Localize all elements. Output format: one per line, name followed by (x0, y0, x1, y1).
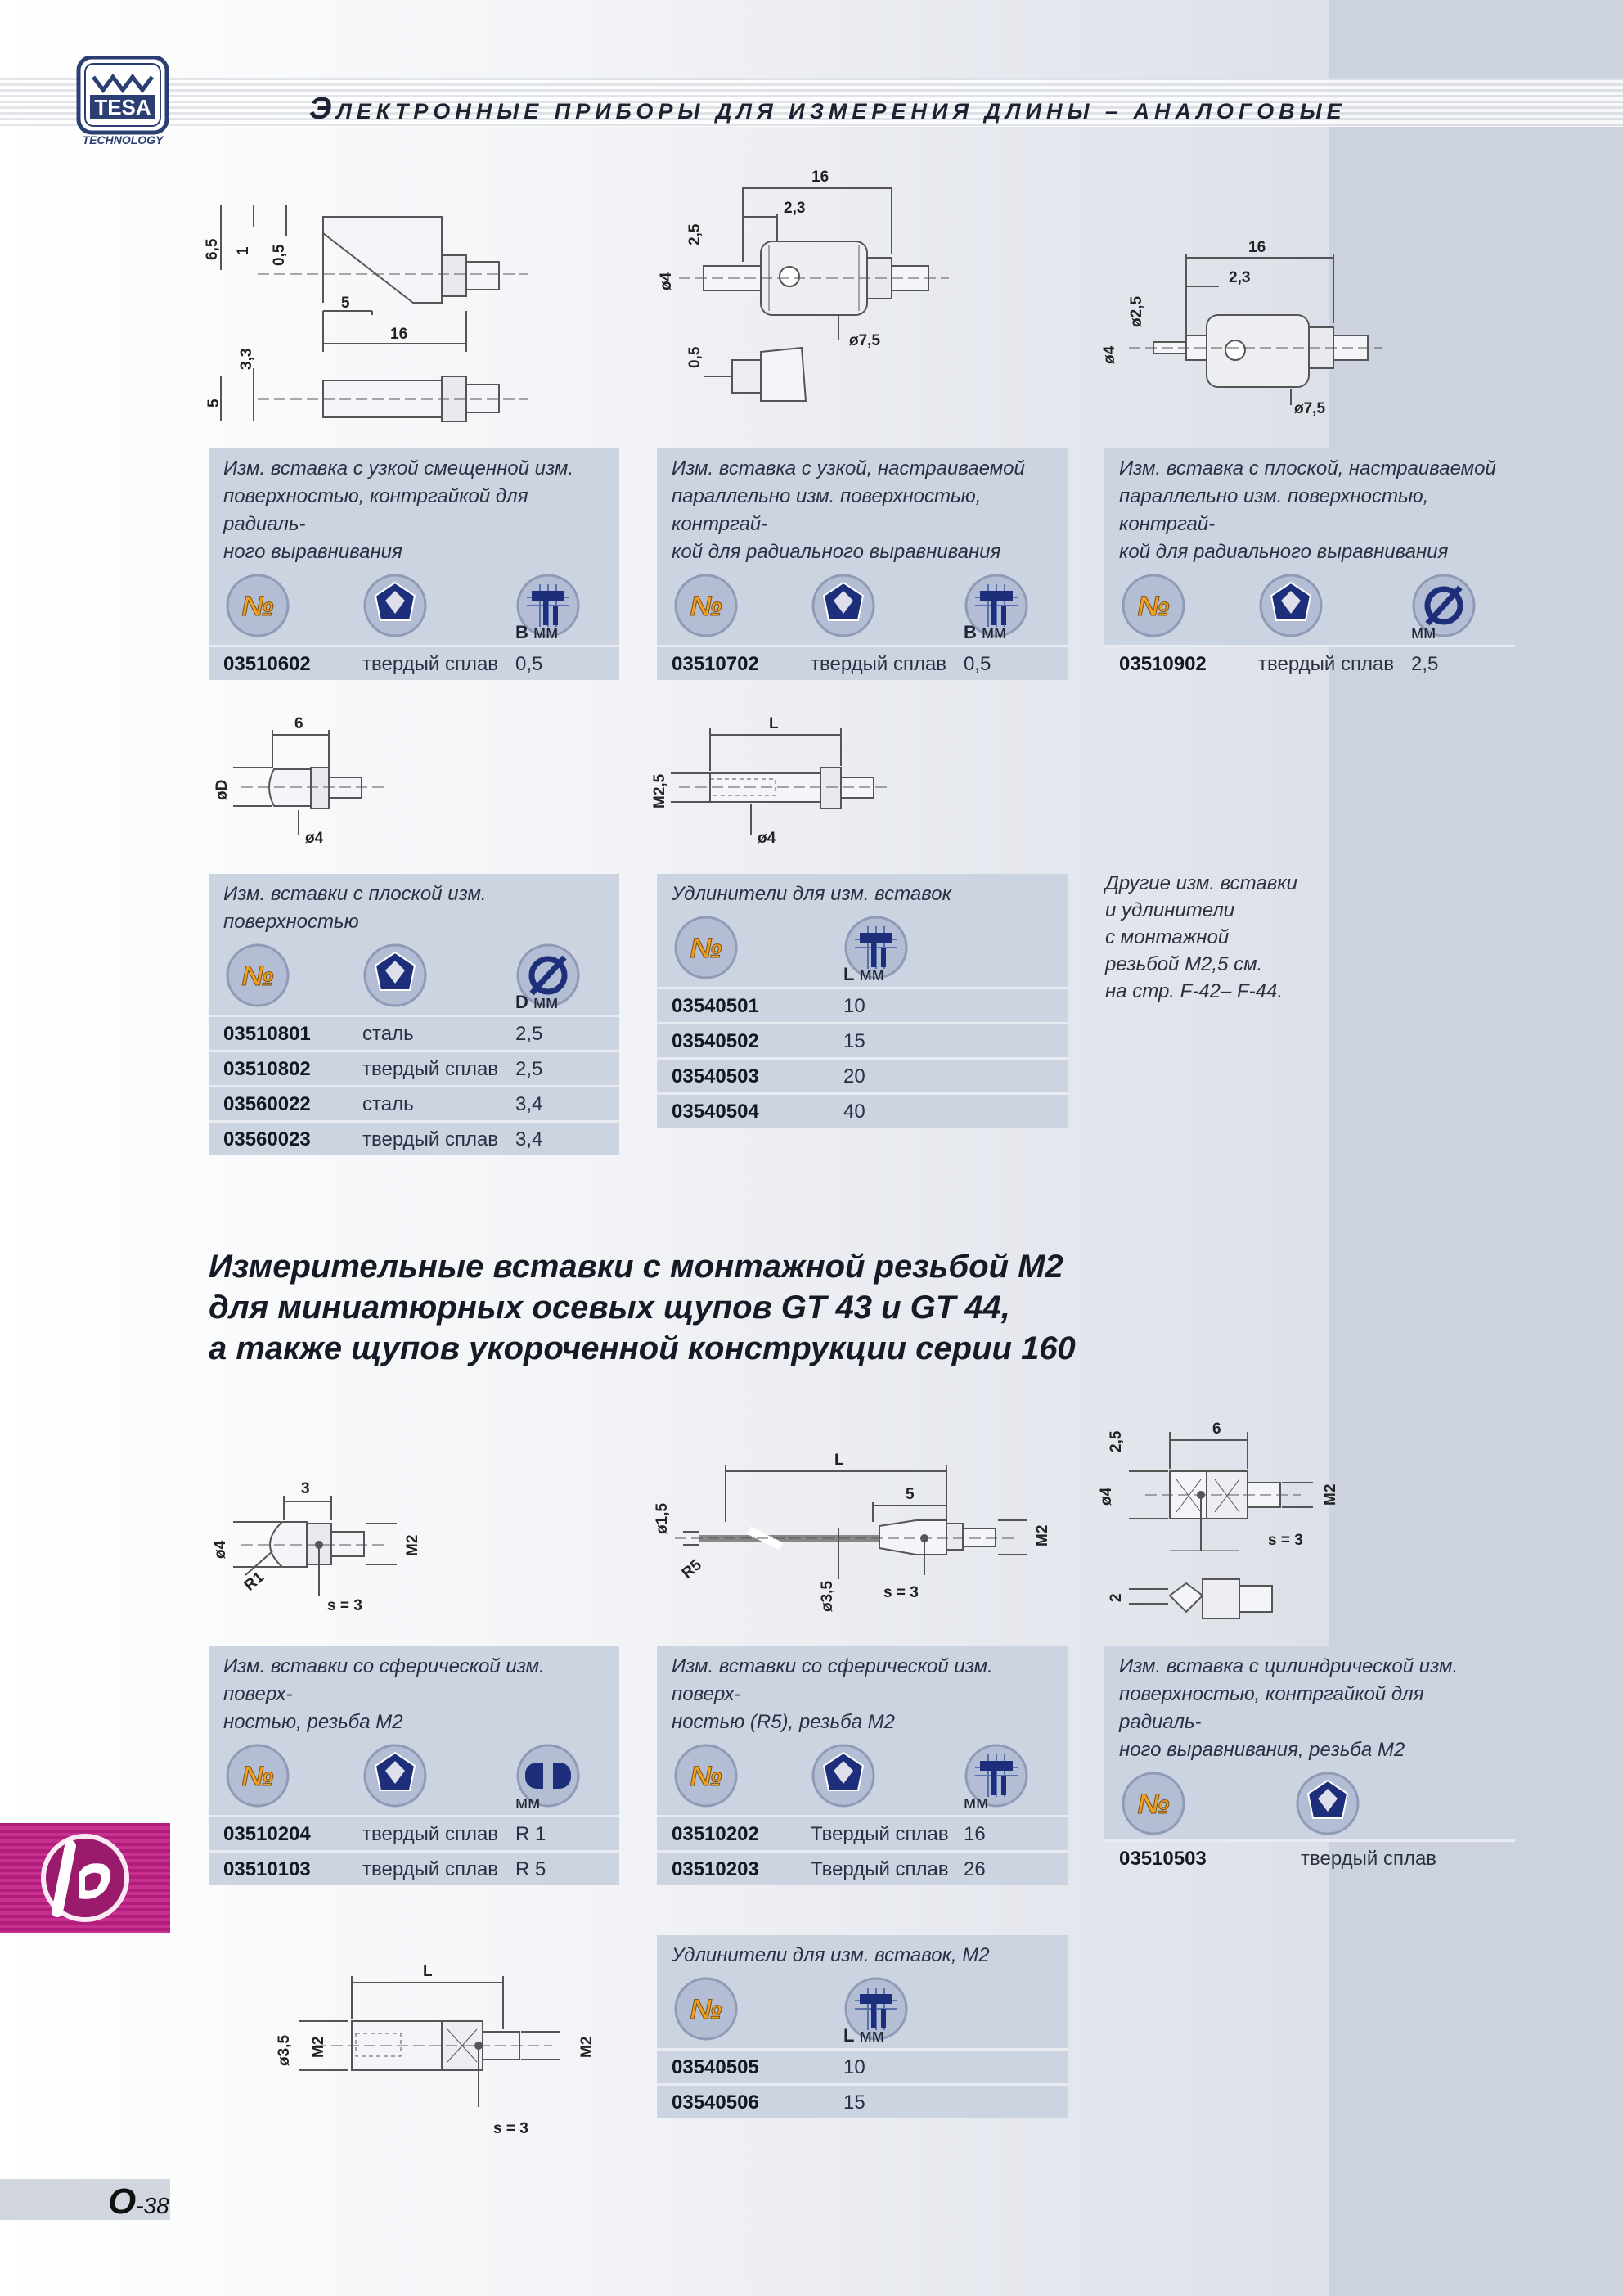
table-row (209, 1120, 619, 1155)
p3-title-line: Изм. вставка с плоской, настраиваемой (1119, 457, 1496, 479)
dim-d9-d: M2 (578, 2036, 596, 2058)
section-title (209, 1246, 1076, 1369)
article-number: 03540501 (672, 995, 759, 1017)
article-number: 03510204 (223, 1823, 311, 1845)
value: 20 (843, 1065, 865, 1087)
number-sign: № (690, 933, 722, 964)
article-number: 03510902 (1119, 653, 1207, 675)
dim-d8-b: 6 (1212, 1420, 1221, 1438)
number-badge-icon (225, 943, 290, 1008)
value: 0,5 (515, 653, 543, 675)
table-row (657, 2048, 1068, 2083)
table-row (209, 1050, 619, 1085)
p8-title-line: Изм. вставка с цилиндрической изм. (1119, 1655, 1459, 1677)
logo-brand: TESA (94, 95, 151, 119)
article-number: 03510503 (1119, 1848, 1207, 1870)
dim-d5-c: ø4 (758, 830, 776, 847)
material: твердый сплав (362, 653, 499, 675)
dim-d2-a: 16 (812, 169, 829, 186)
table-row (657, 987, 1068, 1022)
number-badge-icon (225, 1743, 290, 1808)
table-row (209, 1815, 619, 1850)
material: твердый сплав (362, 1858, 499, 1880)
panel-extensions (657, 874, 1068, 1128)
reference-note (1105, 870, 1297, 1005)
p7-title-line: ностью (R5), резьба М2 (672, 1711, 895, 1733)
dim-d1-d: 5 (341, 295, 350, 312)
article-number: 03560023 (223, 1128, 311, 1150)
value: R 5 (515, 1858, 546, 1880)
dim-d1-g: 5 (205, 398, 223, 407)
dim-d9-c: M2 (310, 2036, 327, 2058)
page-number (108, 2181, 169, 2222)
number-badge-icon (673, 573, 739, 638)
dim-d6-c: R1 (241, 1569, 268, 1595)
logo-sub: TECHNOLOGY (82, 133, 164, 146)
dim-d9-e: s = 3 (493, 2120, 528, 2137)
drawing-adjustable-flat-insert (1101, 229, 1399, 425)
dim-d2-c: 2,5 (686, 223, 704, 245)
header-title-text: ЛЕКТРОННЫЕ ПРИБОРЫ ДЛЯ ИЗМЕРЕНИЯ ДЛИНЫ – АНАЛОГОВЫЕ (336, 99, 1347, 124)
chapter-logo-icon (0, 1823, 170, 1933)
dim-d7-b: 5 (906, 1486, 915, 1503)
material: твердый сплав (362, 1128, 499, 1150)
article-number: 03510702 (672, 653, 759, 675)
value: 2,5 (515, 1058, 543, 1080)
article-number: 03510802 (223, 1058, 311, 1080)
value: 15 (843, 1030, 865, 1052)
table-row (657, 1022, 1068, 1057)
dim-d4-a: 6 (294, 715, 303, 732)
dim-d2-d: ø4 (658, 272, 675, 290)
dim-d4-b: øD (214, 779, 231, 800)
dim-d6-a: 3 (301, 1480, 310, 1497)
article-number: 03510103 (223, 1858, 311, 1880)
diamond-material-icon (1295, 1771, 1360, 1836)
dim-d3-a: 16 (1248, 239, 1266, 256)
p4-title-line: Изм. вставки с плоской изм. поверхностью (223, 883, 487, 933)
dim-d7-d: R5 (678, 1556, 705, 1582)
article-number: 03560022 (223, 1093, 311, 1115)
article-number: 03540506 (672, 2091, 759, 2114)
p3-title-line: параллельно изм. поверхностью, контргай- (1119, 485, 1429, 535)
table-row (209, 645, 619, 680)
number-badge-icon (673, 1976, 739, 2042)
dim-d3-d: ø4 (1101, 345, 1118, 364)
article-number: 03510202 (672, 1823, 759, 1845)
number-sign: № (1137, 1789, 1170, 1820)
drawing-offset-insert (204, 180, 552, 425)
drawing-flat-insert (209, 712, 397, 851)
p5-title-line: Удлинители для изм. вставок (672, 883, 951, 905)
panel-adjustable-narrow (657, 448, 1068, 680)
dim-d3-c: ø2,5 (1128, 295, 1145, 327)
p1-title-line: поверхностью, контргайкой для радиаль- (223, 485, 528, 535)
dim-d8-f: 2 (1108, 1593, 1125, 1602)
p1-head-unit: мм (528, 622, 559, 642)
number-sign: № (241, 591, 274, 622)
dim-d1-b: 1 (235, 246, 252, 255)
diamond-material-icon (362, 943, 428, 1008)
note-line: Другие изм. вставки (1105, 872, 1297, 894)
p1-title-line: ного выравнивания (223, 541, 402, 563)
p1-head-var: B (515, 622, 528, 642)
dim-d8-d: M2 (1322, 1483, 1339, 1506)
number-badge-icon (1121, 573, 1186, 638)
note-line: на стр. F-42– F-44. (1105, 980, 1284, 1002)
value: 2,5 (1411, 653, 1439, 675)
p2-title-line: Изм. вставка с узкой, настраиваемой (672, 457, 1025, 479)
number-sign: № (690, 591, 722, 622)
header-title-cap: Э (309, 92, 337, 126)
p9-title-line: Удлинители для изм. вставок, М2 (672, 1944, 990, 1966)
material: сталь (362, 1093, 414, 1115)
value: 10 (843, 2056, 865, 2078)
dim-d8-e: s = 3 (1268, 1532, 1303, 1549)
note-line: и удлинители (1105, 899, 1235, 921)
drawing-spherical-insert (209, 1473, 446, 1624)
article-number: 03510203 (672, 1858, 759, 1880)
dim-d7-g: M2 (1034, 1524, 1051, 1546)
p6-title-line: ностью, резьба М2 (223, 1711, 403, 1733)
value: R 1 (515, 1823, 546, 1845)
panel-offset-insert (209, 448, 619, 680)
dim-d3-b: 2,3 (1229, 269, 1251, 286)
section-title-line: Измерительные вставки с монтажной резьбой М2 (209, 1249, 1063, 1285)
material: твердый сплав (1301, 1848, 1437, 1870)
tesa-logo (75, 56, 170, 147)
p8-title-line: поверхностью, контргайкой для радиаль- (1119, 1683, 1424, 1733)
p7-head-unit: мм (964, 1792, 989, 1812)
panel-flat-inserts (209, 874, 619, 1155)
material: твердый сплав (811, 653, 947, 675)
dim-d6-d: M2 (404, 1534, 421, 1556)
value: 40 (843, 1101, 865, 1123)
p5-head-unit: мм (854, 964, 884, 984)
p3-head-unit: мм (1411, 622, 1436, 642)
diamond-material-icon (362, 573, 428, 638)
dim-d2-e: ø7,5 (849, 332, 881, 349)
p2-title-line: параллельно изм. поверхностью, контргай- (672, 485, 982, 535)
dim-d7-f: s = 3 (883, 1584, 919, 1601)
note-line: резьбой М2,5 см. (1105, 953, 1263, 975)
p9-head-unit: мм (854, 2025, 884, 2046)
material: твердый сплав (1258, 653, 1395, 675)
p1-title-line: Изм. вставка с узкой смещенной изм. (223, 457, 574, 479)
material: сталь (362, 1023, 414, 1045)
dim-d9-b: ø3,5 (276, 2034, 293, 2066)
dim-d8-c: ø4 (1098, 1487, 1115, 1506)
diamond-material-icon (811, 1743, 876, 1808)
p2-head-unit: мм (976, 622, 1007, 642)
dim-d4-c: ø4 (305, 830, 324, 847)
value: 10 (843, 995, 865, 1017)
number-badge-icon (673, 1743, 739, 1808)
diamond-material-icon (1258, 573, 1324, 638)
diamond-material-icon (362, 1743, 428, 1808)
article-number: 03540504 (672, 1101, 759, 1123)
p8-title-line: ного выравнивания, резьба М2 (1119, 1739, 1405, 1761)
number-badge-icon (673, 915, 739, 980)
chapter-tab[interactable] (0, 1823, 170, 1933)
dim-d1-a: 6,5 (204, 238, 221, 260)
dim-d7-c: ø1,5 (654, 1502, 671, 1534)
number-sign: № (241, 961, 274, 992)
p2-title-line: кой для радиального выравнивания (672, 541, 1001, 563)
panel-cylindrical-m2 (1104, 1646, 1515, 1875)
table-row (1104, 645, 1515, 680)
table-row (657, 1092, 1068, 1128)
dim-d2-b: 2,3 (784, 200, 806, 217)
article-number: 03510602 (223, 653, 311, 675)
table-row (209, 1085, 619, 1120)
table-row (209, 1850, 619, 1885)
dim-d9-a: L (423, 1963, 433, 1980)
p2-head-var: B (964, 622, 977, 642)
article-number: 03540502 (672, 1030, 759, 1052)
note-line: с монтажной (1105, 926, 1230, 948)
material: Твердый сплав (811, 1858, 949, 1880)
dim-d1-f: 3,3 (238, 348, 255, 370)
drawing-adjustable-narrow-insert (654, 164, 982, 425)
article-number: 03510801 (223, 1023, 311, 1045)
p6-title-line: Изм. вставки со сферической изм. поверх- (223, 1655, 545, 1705)
p9-head-var: L (843, 2025, 855, 2046)
drawing-long-spherical-insert (650, 1440, 1068, 1624)
p5-head-var: L (843, 964, 855, 984)
number-badge-icon (225, 573, 290, 638)
article-number: 03540503 (672, 1065, 759, 1087)
table-row (1104, 1839, 1515, 1875)
panel-spherical-m2 (209, 1646, 619, 1885)
dim-d6-e: s = 3 (327, 1597, 362, 1614)
drawing-extension-m2 (266, 1952, 618, 2140)
p6-head-unit: мм (515, 1792, 541, 1812)
table-row (657, 645, 1068, 680)
section-title-line: для миниатюрных осевых щупов GT 43 и GT 44, (209, 1290, 1010, 1326)
material: Твердый сплав (811, 1823, 949, 1845)
page-header-title (309, 92, 1347, 127)
number-sign: № (690, 1761, 722, 1792)
table-row (657, 1057, 1068, 1092)
table-row (657, 2083, 1068, 2118)
dim-d5-b: M2,5 (651, 773, 668, 808)
number-badge-icon (1121, 1771, 1186, 1836)
value: 3,4 (515, 1128, 543, 1150)
p4-head-unit: мм (528, 992, 559, 1012)
dim-d5-a: L (769, 715, 779, 732)
panel-adjustable-flat (1104, 448, 1515, 680)
value: 16 (964, 1823, 986, 1845)
value: 2,5 (515, 1023, 543, 1045)
page-digits: -38 (136, 2193, 169, 2218)
drawing-cylindrical-insert (1096, 1407, 1391, 1636)
material: твердый сплав (362, 1058, 499, 1080)
dim-d6-b: ø4 (212, 1540, 229, 1559)
article-number: 03540505 (672, 2056, 759, 2078)
value: 26 (964, 1858, 986, 1880)
table-row (657, 1815, 1068, 1850)
dim-d1-e: 16 (390, 326, 408, 343)
table-row (209, 1015, 619, 1050)
drawing-extension (646, 712, 908, 851)
table-row (657, 1850, 1068, 1885)
dim-d3-e: ø7,5 (1294, 400, 1326, 417)
p7-title-line: Изм. вставки со сферической изм. поверх- (672, 1655, 993, 1705)
section-title-line: а также щупов укороченной конструкции серии 160 (209, 1330, 1076, 1366)
value: 15 (843, 2091, 865, 2114)
p4-head-var: D (515, 992, 528, 1012)
number-sign: № (241, 1761, 274, 1792)
p3-title-line: кой для радиального выравнивания (1119, 541, 1449, 563)
number-sign: № (1137, 591, 1170, 622)
dim-d8-a: 2,5 (1108, 1430, 1125, 1452)
material: твердый сплав (362, 1823, 499, 1845)
dim-d7-e: ø3,5 (819, 1580, 836, 1612)
value: 3,4 (515, 1093, 543, 1115)
dim-d2-f: 0,5 (686, 346, 704, 368)
number-sign: № (690, 1994, 722, 2025)
panel-extensions-m2 (657, 1935, 1068, 2118)
panel-spherical-r5-m2 (657, 1646, 1068, 1885)
dim-d7-a: L (834, 1452, 844, 1469)
value: 0,5 (964, 653, 991, 675)
dim-d1-c: 0,5 (271, 244, 288, 266)
page-letter: O (108, 2181, 137, 2222)
diamond-material-icon (811, 573, 876, 638)
